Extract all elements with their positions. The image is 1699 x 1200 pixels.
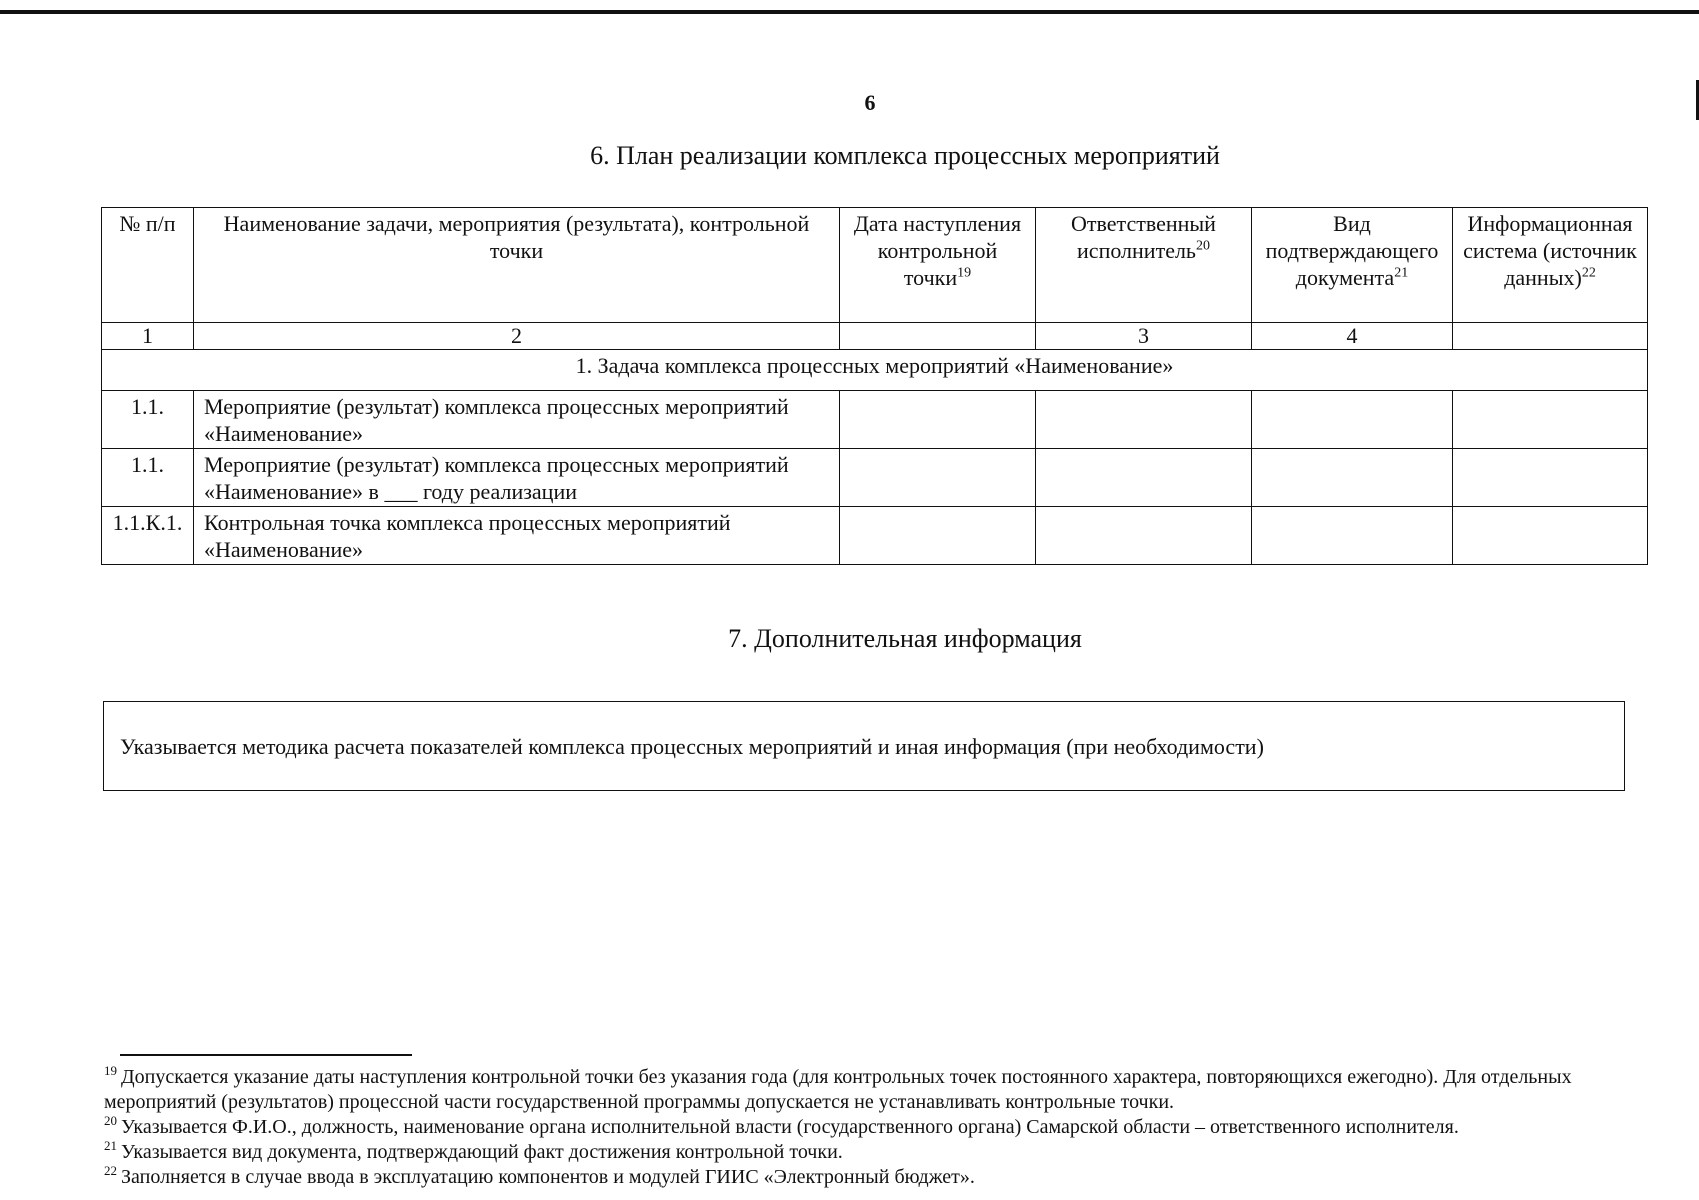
row-document-cell — [1252, 391, 1453, 449]
row-date-cell — [840, 507, 1036, 565]
footnote-mark: 21 — [104, 1138, 117, 1154]
row-responsible-cell — [1036, 449, 1252, 507]
column-number — [1453, 323, 1648, 350]
task-row — [102, 350, 1648, 391]
footnote-ref-20: 20 — [1195, 238, 1210, 254]
footnote-text: Допускается указание даты наступления контрольной точки без указания года (для контрольных точек постоянного характера, повторяющихся ежегодно). Для отдельных мероприятий (результатов) процессной части государственной программы допускается не устанавливать контрольные точки. — [104, 1066, 1572, 1113]
row-name: Мероприятие (результат) комплекса процессных мероприятий «Наименование» в ___ году реализации — [194, 449, 840, 507]
header-info-system — [1453, 208, 1648, 323]
footnotes — [104, 1065, 1664, 1190]
section-7-title: 7. Дополнительная информация — [728, 624, 1082, 653]
footnote-21 — [104, 1140, 1664, 1165]
row-number: 1.1.К.1. — [102, 507, 194, 565]
row-responsible-cell — [1036, 507, 1252, 565]
header-document — [1252, 208, 1453, 323]
footnote-ref-19: 19 — [957, 265, 972, 281]
footnote-22 — [104, 1165, 1664, 1190]
table-row — [102, 507, 1648, 565]
header-info-system-label: Информационная система (источник данных) — [1463, 211, 1637, 290]
page-number: 6 — [864, 90, 876, 115]
additional-info-box — [103, 701, 1625, 791]
table-row — [102, 449, 1648, 507]
row-info-cell — [1453, 391, 1648, 449]
implementation-plan-table — [101, 207, 1648, 565]
row-name: Контрольная точка комплекса процессных мероприятий «Наименование» — [194, 507, 840, 565]
header-responsible — [1036, 208, 1252, 323]
row-number: 1.1. — [102, 449, 194, 507]
footnote-mark: 20 — [104, 1113, 117, 1129]
header-num: № п/п — [102, 208, 194, 323]
table-header-row — [102, 208, 1648, 323]
column-number-row — [102, 323, 1648, 350]
row-date-cell — [840, 391, 1036, 449]
footnote-text: Указывается Ф.И.О., должность, наименование органа исполнительной власти (государственного органа) Самарской области – ответственного исполнителя. — [121, 1116, 1459, 1138]
table-row — [102, 391, 1648, 449]
task-title: 1. Задача комплекса процессных мероприятий «Наименование» — [102, 350, 1648, 391]
row-info-cell — [1453, 449, 1648, 507]
row-name: Мероприятие (результат) комплекса процессных мероприятий «Наименование» — [194, 391, 840, 449]
column-number: 4 — [1252, 323, 1453, 350]
footnote-text: Указывается вид документа, подтверждающий факт достижения контрольной точки. — [121, 1141, 843, 1163]
footnote-ref-22: 22 — [1581, 265, 1596, 281]
header-date — [840, 208, 1036, 323]
column-number: 2 — [194, 323, 840, 350]
footnote-mark: 19 — [104, 1063, 117, 1079]
section-6-title: 6. План реализации комплекса процессных мероприятий — [590, 141, 1220, 170]
header-date-label: Дата наступления контрольной точки — [853, 211, 1022, 290]
header-responsible-label: Ответственный исполнитель — [1071, 211, 1216, 263]
column-number — [840, 323, 1036, 350]
row-info-cell — [1453, 507, 1648, 565]
footnote-mark: 22 — [104, 1163, 117, 1179]
column-number: 3 — [1036, 323, 1252, 350]
footnote-20 — [104, 1115, 1664, 1140]
row-number: 1.1. — [102, 391, 194, 449]
header-name: Наименование задачи, мероприятия (результата), контрольной точки — [194, 208, 840, 323]
footnote-text: Заполняется в случае ввода в эксплуатацию компонентов и модулей ГИИС «Электронный бюджет». — [121, 1166, 975, 1188]
row-document-cell — [1252, 507, 1453, 565]
column-number: 1 — [102, 323, 194, 350]
header-document-label: Вид подтверждающего документа — [1265, 211, 1439, 290]
row-document-cell — [1252, 449, 1453, 507]
footnote-ref-21: 21 — [1394, 265, 1409, 281]
top-border-line — [0, 10, 1699, 14]
row-responsible-cell — [1036, 391, 1252, 449]
footnote-19 — [104, 1065, 1664, 1115]
additional-info-text: Указывается методика расчета показателей комплекса процессных мероприятий и иная информация (при необходимости) — [120, 734, 1264, 759]
row-date-cell — [840, 449, 1036, 507]
footnote-separator — [120, 1054, 412, 1056]
